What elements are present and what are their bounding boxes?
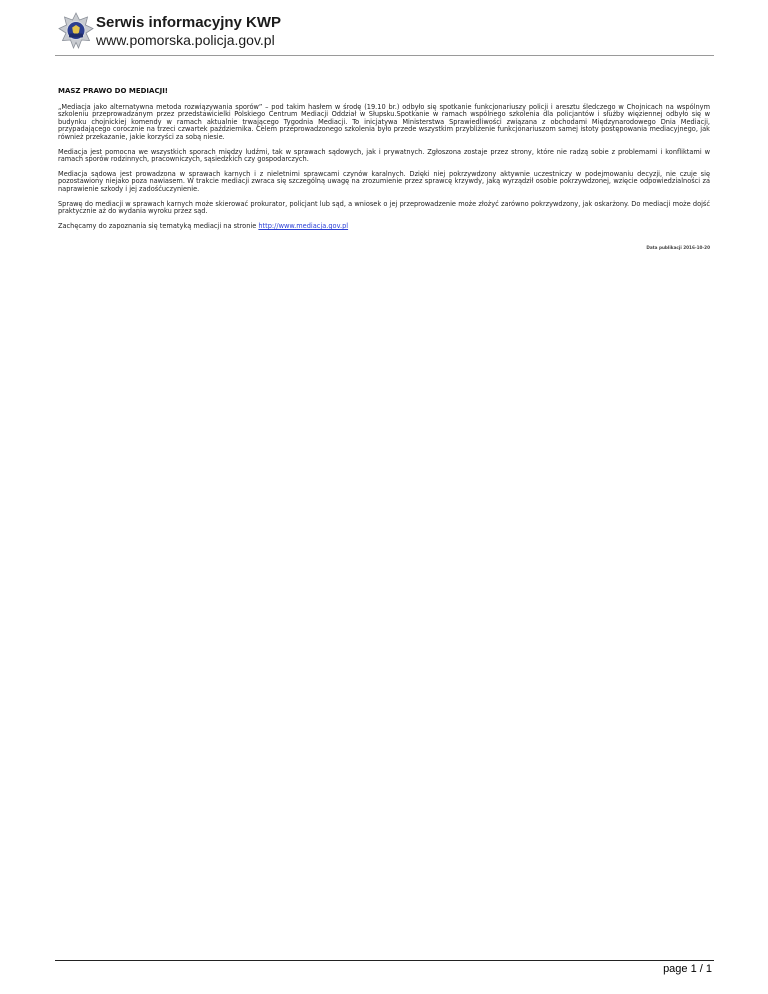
article-closing-paragraph (58, 223, 710, 230)
publication-date: Data publikacji 2016-10-20 (646, 245, 710, 250)
page-header (58, 12, 720, 54)
closing-text: Zachęcamy do zapoznania się tematyką mediacji na stronie (58, 222, 259, 231)
footer-divider (55, 960, 714, 961)
article-title: MASZ PRAWO DO MEDIACJI! (58, 87, 168, 95)
article-body (58, 87, 710, 238)
police-star-badge-icon (58, 12, 94, 50)
article-paragraph: „Mediacja jako alternatywna metoda rozwiązywania sporów” – pod takim hasłem w środę (19.10 br.) odbyło się spotkanie funkcjonariuszy policji i aresztu śledczego w Chojnicach na wspólnym szkoleniu przeprowadzanym przez przedstawicielki Polskiego Centrum Mediacji Oddział w Słupsku.Spotkanie w ramach wspólnego szkolenia dla policjantów i służby więziennej odbyło się w budynku chojnickiej komendy w ramach aktualnie trwającego Tygodnia Mediacji. To inicjatywa Ministerstwa Sprawiedliwości związana z obchodami Międzynarodowego Dnia Mediacji, przypadającego corocznie na trzeci czwartek października. Celem przeprowadzonego szkolenia było przede wszystkim przybliżenie funkcjonariuszom samej istoty postępowania mediacyjnego, jak również przekazanie, jakie korzyści za sobą niesie. (58, 103, 710, 141)
mediation-website-link[interactable]: http://www.mediacja.gov.pl (258, 222, 349, 231)
header-divider (55, 55, 714, 56)
site-url: www.pomorska.policja.gov.pl (96, 32, 275, 48)
page-number: page 1 / 1 (663, 963, 712, 975)
article-paragraph: Mediacja jest pomocna we wszystkich sporach między ludźmi, tak w sprawach sądowych, jak i prywatnych. Zgłoszona zostaje przez strony, które nie radzą sobie z problemami i konfliktami w ramach sporów rodzinnych, pracowniczych, sąsiedzkich czy gospodarczych. (58, 147, 710, 164)
site-title: Serwis informacyjny KWP (96, 14, 282, 31)
article-paragraph: Sprawę do mediacji w sprawach karnych może skierować prokurator, policjant lub sąd, a wniosek o jej przeprowadzenie może złożyć zarówno pokrzywdzony, jak oskarżony. Do mediacji może dojść praktycznie aż do wydania wyroku przez sąd. (58, 199, 710, 216)
article-paragraph: Mediacja sądowa jest prowadzona w sprawach karnych i z nieletnimi sprawcami czynów karalnych. Dzięki niej pokrzywdzony aktywnie uczestniczy w podejmowaniu decyzji, nie czuje się pozostawiony niejako poza nawiasem. W trakcie mediacji zwraca się szczególną uwagę na zrozumienie przez sprawcę krzywdy, jaką wyrządził osobie pokrzywdzonej, wzięcie odpowiedzialności za naprawienie szkody i jej zadośćuczynienie. (58, 170, 710, 193)
